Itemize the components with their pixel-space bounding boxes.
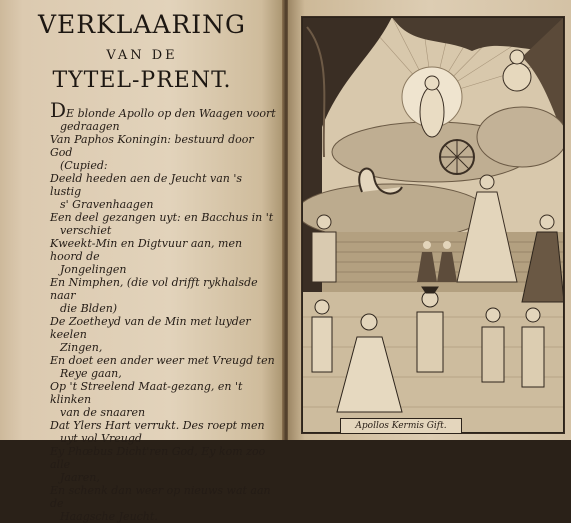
apollo-figure xyxy=(420,87,444,137)
fiddler-figure xyxy=(312,317,332,372)
poem-line: De Zoetheyd van de Min met luyder keelen xyxy=(50,315,251,341)
poem-line: Jongelingen xyxy=(60,263,127,276)
poem-line: Van Paphos Koningin: bestuurd door God xyxy=(50,133,254,159)
seated-man xyxy=(312,232,336,282)
title-tytel-prent: TYTEL-PRENT. xyxy=(52,68,232,93)
drop-cap: D xyxy=(50,98,67,122)
poem-line: s' Gravenhaagen xyxy=(60,198,154,211)
poem-line: uyt vol Vreugd xyxy=(60,432,142,445)
poem-line: Reye gaan, xyxy=(60,367,122,380)
engraving-plate xyxy=(301,16,565,434)
poem-text xyxy=(50,98,276,523)
poem-line: Kweekt-Min en Digtvuur aan, men hoord de xyxy=(50,237,243,263)
poem-line: die Blden) xyxy=(60,302,118,315)
dancer-figure xyxy=(482,327,504,382)
poem-line: van de snaaren xyxy=(60,406,146,419)
poem-line: gedraagen xyxy=(60,120,120,133)
poem-line: verschiet xyxy=(60,224,112,237)
poem-line: Op 't Streelend Maat-gezang, en 't klinken xyxy=(50,380,243,406)
poem-line: En Nimphen, (die vol drifft rykhalsde naar xyxy=(50,276,258,302)
poem-line: Ey Phœbus Dicht'ren God, Ey kom zoo alle xyxy=(50,445,266,471)
plate-caption: Apollos Kermis Gift. xyxy=(340,418,462,434)
poem-line: En doet een ander weer met Vreugd ten xyxy=(50,354,275,367)
gentleman-figure xyxy=(417,312,443,372)
poem-line-text: E blonde Apollo op den Waagen voort xyxy=(66,107,276,120)
poem-line: (Cupied: xyxy=(60,159,108,172)
poem-line: Een deel gezangen uyt: en Bacchus in 't xyxy=(50,211,274,224)
musician-figure xyxy=(522,327,544,387)
poem-line: Zingen, xyxy=(60,341,103,354)
poem-line xyxy=(50,98,276,122)
cupid-figure xyxy=(503,63,531,91)
title-verklaring: VERKLAARING xyxy=(37,10,247,39)
poem-line: En schenk dan weer op nieuws wat aan de xyxy=(50,484,271,510)
poem-line: Dat Ylers Hart verrukt. Des roept men xyxy=(50,419,265,432)
poem-line: Haagsche Jeucht. xyxy=(60,510,158,523)
left-page xyxy=(0,0,284,523)
poem-line: Deeld heeden aen de Jeucht van 's lustig xyxy=(50,172,243,198)
title-van-de: VAN DE xyxy=(106,48,178,63)
poem-line: Jaaren, xyxy=(60,471,100,484)
